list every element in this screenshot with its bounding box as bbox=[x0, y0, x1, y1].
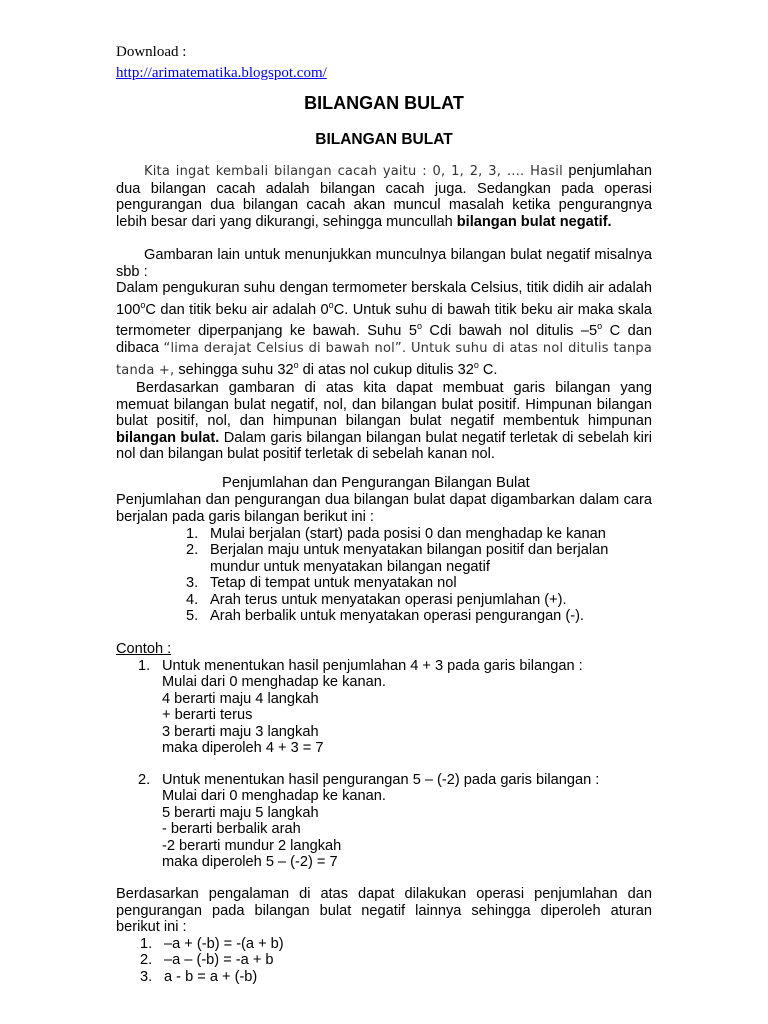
step-item-text: Arah berbalik untuk menyatakan operasi pengurangan (-). bbox=[210, 608, 584, 625]
step-item bbox=[186, 542, 656, 575]
download-link[interactable]: http://arimatematika.blogspot.com/ bbox=[116, 65, 327, 81]
step-item-text: Berjalan maju untuk menyatakan bilangan positif dan berjalan mundur untuk menyatakan bilangan negatif bbox=[210, 542, 609, 575]
step-item-text: Arah terus untuk menyatakan operasi penjumlahan (+). bbox=[210, 591, 567, 608]
example-1-line: 3 berarti maju 3 langkah bbox=[162, 723, 319, 740]
section-intro: Penjumlahan dan pengurangan dua bilangan bulat dapat digambarkan dalam cara berjalan pada garis bilangan berikut ini : bbox=[116, 492, 652, 525]
section-heading: Penjumlahan dan Pengurangan Bilangan Bulat bbox=[222, 475, 530, 491]
step-item-number: 3. bbox=[186, 575, 199, 592]
page-title: BILANGAN BULAT bbox=[304, 93, 464, 113]
rule-item-text: –a – (-b) = -a + b bbox=[164, 952, 274, 969]
rule-item bbox=[140, 969, 440, 985]
rules-list bbox=[140, 936, 440, 985]
download-label: Download : bbox=[116, 44, 187, 60]
example-1-number: 1. bbox=[138, 658, 151, 674]
steps-list bbox=[186, 526, 656, 624]
paragraph-number-line: Berdasarkan gambaran di atas kita dapat membuat garis bilangan yang memuat bilangan bulat negatif, nol, dan bilangan bulat positif. Himpunan bilangan bulat positif, nol, dan himpunan bilangan bulat negatif membentuk himpunan bilangan bulat. Dalam garis bilangan bilangan bulat negatif terletak di sebelah kiri nol dan bilangan bulat positif terletak di sebelah kanan nol. bbox=[116, 380, 653, 463]
step-item-number: 1. bbox=[186, 526, 199, 542]
step-item-number: 4. bbox=[186, 591, 199, 608]
example-2-number: 2. bbox=[138, 772, 151, 788]
example-1-line: 4 berarti maju 4 langkah bbox=[162, 690, 319, 707]
paragraph-temperature: Gambaran lain untuk menunjukkan munculnya bilangan bulat negatif misalnya sbb : Dalam pengukuran suhu dengan termometer berskala Celsius, titik didih air adalah 100$^o$C dan titik beku air adalah 0$^o$C. Untuk suhu di bawah titik beku air maka skala termometer diperpanjang ke bawah. Suhu 5$^o$ Cdi bawah nol ditulis –5$^o$ C dan dibaca “lima derajat Celsius di bawah nol”. Untuk suhu di atas nol ditulis tanpa tanda +, sehingga suhu 32$^o$ di atas nol cukup ditulis 32$^o$ C. bbox=[116, 247, 652, 379]
rule-item-text: –a + (-b) = -(a + b) bbox=[164, 936, 284, 952]
rule-item bbox=[140, 936, 440, 952]
rule-item-number: 3. bbox=[140, 968, 153, 985]
rule-item-number: 1. bbox=[140, 936, 153, 952]
example-2-line: - berarti berbalik arah bbox=[162, 821, 301, 838]
rule-item bbox=[140, 952, 440, 968]
example-1-line: Untuk menentukan hasil penjumlahan 4 + 3 pada garis bilangan : bbox=[162, 658, 583, 674]
paragraph-intro: Kita ingat kembali bilangan cacah yaitu : 0, 1, 2, 3, …. Hasil penjumlahan dua bilangan cacah adalah bilangan cacah juga. Sedangkan pada operasi pengurangan dua bilangan cacah akan muncul masalah ketika pengurangnya lebih besar dari yang dikurangi, sehingga muncullah bilangan bulat negatif. bbox=[116, 163, 652, 230]
rule-item-text: a - b = a + (-b) bbox=[164, 968, 258, 985]
example-2-line: Untuk menentukan hasil pengurangan 5 – (-2) pada garis bilangan : bbox=[162, 772, 600, 788]
example-2 bbox=[162, 772, 599, 870]
step-item bbox=[186, 575, 656, 591]
example-1-line: Mulai dari 0 menghadap ke kanan. bbox=[162, 674, 386, 691]
step-item-number: 2. bbox=[186, 542, 199, 559]
example-2-line: Mulai dari 0 menghadap ke kanan. bbox=[162, 788, 386, 805]
step-item-number: 5. bbox=[186, 608, 199, 625]
example-2-line: 5 berarti maju 5 langkah bbox=[162, 804, 319, 821]
step-item bbox=[186, 608, 656, 624]
example-1-line: + berarti terus bbox=[162, 707, 253, 724]
step-item-text: Mulai berjalan (start) pada posisi 0 dan menghadap ke kanan bbox=[210, 526, 606, 542]
rule-item-number: 2. bbox=[140, 952, 153, 969]
example-2-line: -2 berarti mundur 2 langkah bbox=[162, 837, 342, 854]
example-1-line: maka diperoleh 4 + 3 = 7 bbox=[162, 739, 324, 756]
contoh-label: Contoh : bbox=[116, 641, 172, 657]
step-item-text: Tetap di tempat untuk menyatakan nol bbox=[210, 575, 457, 592]
example-1 bbox=[162, 658, 583, 756]
example-2-line: maka diperoleh 5 – (-2) = 7 bbox=[162, 853, 338, 870]
bold-term-integer: bilangan bulat. bbox=[116, 429, 220, 446]
intro-light-text: Kita ingat kembali bilangan cacah yaitu : 0, 1, 2, 3, …. Hasil bbox=[144, 164, 563, 179]
step-item bbox=[186, 592, 656, 608]
step-item bbox=[186, 526, 656, 542]
bold-term-negative: bilangan bulat negatif. bbox=[456, 213, 612, 230]
page-subtitle: BILANGAN BULAT bbox=[315, 131, 453, 148]
closing-paragraph: Berdasarkan pengalaman di atas dapat dilakukan operasi penjumlahan dan pengurangan pada bilangan bulat negatif lainnya sehingga diperoleh aturan berikut ini : bbox=[116, 886, 652, 936]
